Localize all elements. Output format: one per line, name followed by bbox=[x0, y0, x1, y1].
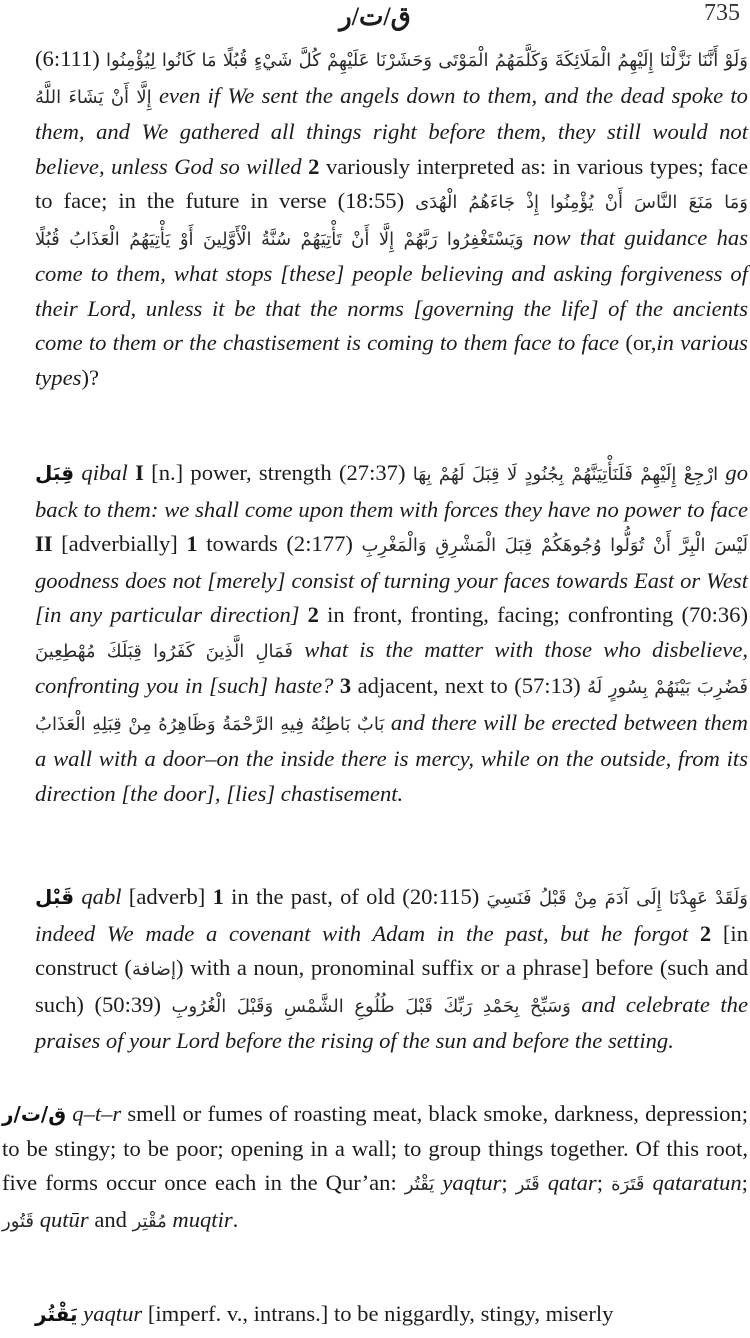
definition: towards bbox=[206, 531, 278, 556]
definition: [in construct ( bbox=[35, 920, 749, 980]
headword-arabic: قَبْل bbox=[35, 885, 75, 909]
form-translit: qataratun bbox=[652, 1170, 742, 1195]
sense-number: 1 bbox=[186, 531, 198, 556]
definition: in front, fronting, facing; confronting bbox=[327, 602, 674, 627]
part-of-speech: [adverb] bbox=[128, 884, 206, 909]
definition: variously interpreted as: in various types; face to face; in the future in verse bbox=[35, 153, 748, 213]
part-of-speech: [n.] power, strength bbox=[151, 460, 332, 485]
form-translit: yaqtur bbox=[442, 1170, 502, 1195]
translation: go back to them: we shall come upon them with forces they have no power to face bbox=[35, 460, 748, 522]
part-of-speech: [adverbially] bbox=[61, 531, 178, 556]
arabic-quote: وَسَبِّحْ بِحَمْدِ رَبِّكَ قَبْلَ طُلُوعِ الشَّمْسِ وَقَبْلَ الْغُرُوبِ bbox=[171, 995, 571, 1017]
verse-ref: (57:13) bbox=[514, 673, 581, 698]
verse-ref: (2:177) bbox=[286, 531, 353, 556]
translation: goodness does not [merely] consist of turning your faces towards East or West [in any particular direction] bbox=[35, 567, 748, 627]
verse-ref: (6:111) bbox=[35, 46, 100, 71]
translation: and celebrate the praises of your Lord before the rising of the sun and before the setting. bbox=[35, 991, 748, 1053]
form-arabic: قَتَرَة bbox=[611, 1174, 645, 1195]
conjunction: and bbox=[94, 1206, 127, 1232]
arabic-quote: وَمَا مَنَعَ النَّاسَ أَنْ يُؤْمِنُوا إِذْ جَاءَهُمُ الْهُدَى وَيَسْتَغْفِرُوا رَبَّهُمْ إِلَّا أَنْ تَأْتِيَهُمْ سُنَّةُ الْأَوَّلِينَ أَوْ يَأْتِيَهُمُ الْعَذَابُ قُبُلًا bbox=[35, 192, 748, 250]
translation: even if We sent the angels down to them, and the dead spoke to them, and We gathered all things right before them, they still would not believe, unless God so willed bbox=[35, 82, 748, 179]
entry-qabl bbox=[35, 880, 748, 1059]
arabic-quote: ارْجِعْ إِلَيْهِمْ فَلَنَأْتِيَنَّهُمْ بِجُنُودٍ لَا قِبَلَ لَهُمْ بِهَا bbox=[412, 464, 719, 485]
form-arabic: يَقْتُر bbox=[404, 1174, 435, 1195]
translation: indeed We made a covenant with Adam in the past, but he forgot bbox=[35, 920, 689, 946]
page-header bbox=[0, 0, 750, 36]
form-translit: qatar bbox=[547, 1170, 597, 1195]
headword-arabic: قِبَل bbox=[35, 461, 75, 485]
arabic-quote: فَمَالِ الَّذِينَ كَفَرُوا قِبَلَكَ مُهْطِعِينَ bbox=[35, 640, 294, 662]
verse-ref: (70:36) bbox=[681, 602, 748, 627]
headword-translit: qabl bbox=[81, 884, 122, 909]
headword-arabic: يَقْتُر bbox=[35, 1302, 78, 1326]
definition: [imperf. v., intrans.] to be niggardly, stingy, miserly bbox=[147, 1301, 614, 1326]
verse-ref: (18:55) bbox=[337, 188, 405, 213]
definition: adjacent, next to bbox=[357, 673, 508, 698]
sense-number: 2 bbox=[699, 920, 712, 946]
arabic-quote: فَضُرِبَ بَيْنَهُمْ بِسُورٍ لَهُ بَابٌ بَاطِنُهُ فِيهِ الرَّحْمَةُ وَظَاهِرُهُ مِنْ قِبَلِهِ الْعَذَابُ bbox=[35, 677, 749, 735]
page-number: 735 bbox=[704, 0, 740, 26]
root-entry-qtr: ق/ت/ر q–t–r smell or fumes of roasting meat, black smoke, darkness, depression; to be stingy; to be poor; opening in a wall; to group things together. Of this root, five forms occur once each in the Qur’an: يَقْتُر yaqtur; قَتَر qatar; قَتَرَة qataratun; قَتُور qutūr and مُقْتِر muqtir. bbox=[2, 1101, 749, 1232]
sense-number: I bbox=[135, 460, 144, 485]
form-arabic: قَتُور bbox=[2, 1210, 35, 1232]
root-arabic: ق/ت/ر bbox=[2, 1102, 67, 1126]
or-note: (or, bbox=[625, 330, 657, 355]
headword-translit: qibal bbox=[81, 460, 128, 485]
root-definition: smell or fumes of roasting meat, black smoke, darkness, depression; to be stingy; to be poor; opening in a wall; to group things together. Of this root, five forms occur once each in the Qur’an: bbox=[2, 1101, 749, 1195]
verse-ref: (27:37) bbox=[338, 460, 406, 485]
verse-ref: (50:39) bbox=[94, 991, 161, 1017]
definition: ) with a noun, pronominal suffix or a phrase] before (such and such) bbox=[35, 955, 748, 1017]
translation: what is the matter with those who disbelieve, confronting you in [such] haste? bbox=[35, 636, 748, 698]
arabic-term: إضافة bbox=[131, 959, 176, 980]
form-arabic: قَتَر bbox=[515, 1174, 540, 1195]
entry-yaqtur bbox=[35, 1297, 748, 1332]
headword-translit: yaqtur bbox=[83, 1301, 143, 1326]
arabic-quote: وَلَوْ أَنَّنَا نَزَّلْنَا إِلَيْهِمُ الْمَلَائِكَةَ وَكَلَّمَهُمُ الْمَوْتَى وَحَشَرْنَا عَلَيْهِمْ كُلَّ شَيْءٍ قُبُلًا مَا كَانُوا لِيُؤْمِنُوا إِلَّا أَنْ يَشَاءَ اللَّهُ bbox=[35, 50, 748, 108]
sense-number: 2 bbox=[307, 602, 319, 627]
sense-number: 3 bbox=[339, 673, 352, 698]
verse-ref: (20:115) bbox=[402, 884, 480, 909]
form-translit: muqtir bbox=[172, 1206, 233, 1232]
entry-qibal bbox=[35, 456, 748, 811]
sense-number: 1 bbox=[212, 884, 224, 909]
form-arabic: مُقْتِر bbox=[132, 1210, 167, 1232]
sense-number: II bbox=[35, 531, 53, 556]
root-running-head: ق/ت/ر bbox=[339, 2, 411, 31]
sense-number: 2 bbox=[308, 153, 320, 179]
definition: in the past, of old bbox=[231, 884, 396, 909]
form-translit: qutūr bbox=[39, 1206, 89, 1232]
translation-alt: in various types bbox=[35, 330, 748, 390]
close-punct: )? bbox=[81, 364, 99, 390]
entry-continuation bbox=[35, 42, 748, 395]
arabic-quote: وَلَقَدْ عَهِدْنَا إِلَى آدَمَ مِنْ قَبْلُ فَنَسِيَ bbox=[486, 888, 748, 909]
translation: now that guidance has come to them, what stops [these] people believing and asking forgiveness of their Lord, unless it be that the norms [governing the life] of the ancients come to them or the chastisement is coming to them face to face bbox=[35, 224, 748, 355]
arabic-quote: لَيْسَ الْبِرَّ أَنْ تُوَلُّوا وُجُوهَكُمْ قِبَلَ الْمَشْرِقِ وَالْمَغْرِبِ bbox=[361, 535, 749, 556]
root-translit: q–t–r bbox=[72, 1101, 122, 1126]
translation: and there will be erected between them a wall with a door–on the inside there is mercy, while on the outside, from its direction [the door], [lies] chastisement. bbox=[35, 709, 748, 806]
